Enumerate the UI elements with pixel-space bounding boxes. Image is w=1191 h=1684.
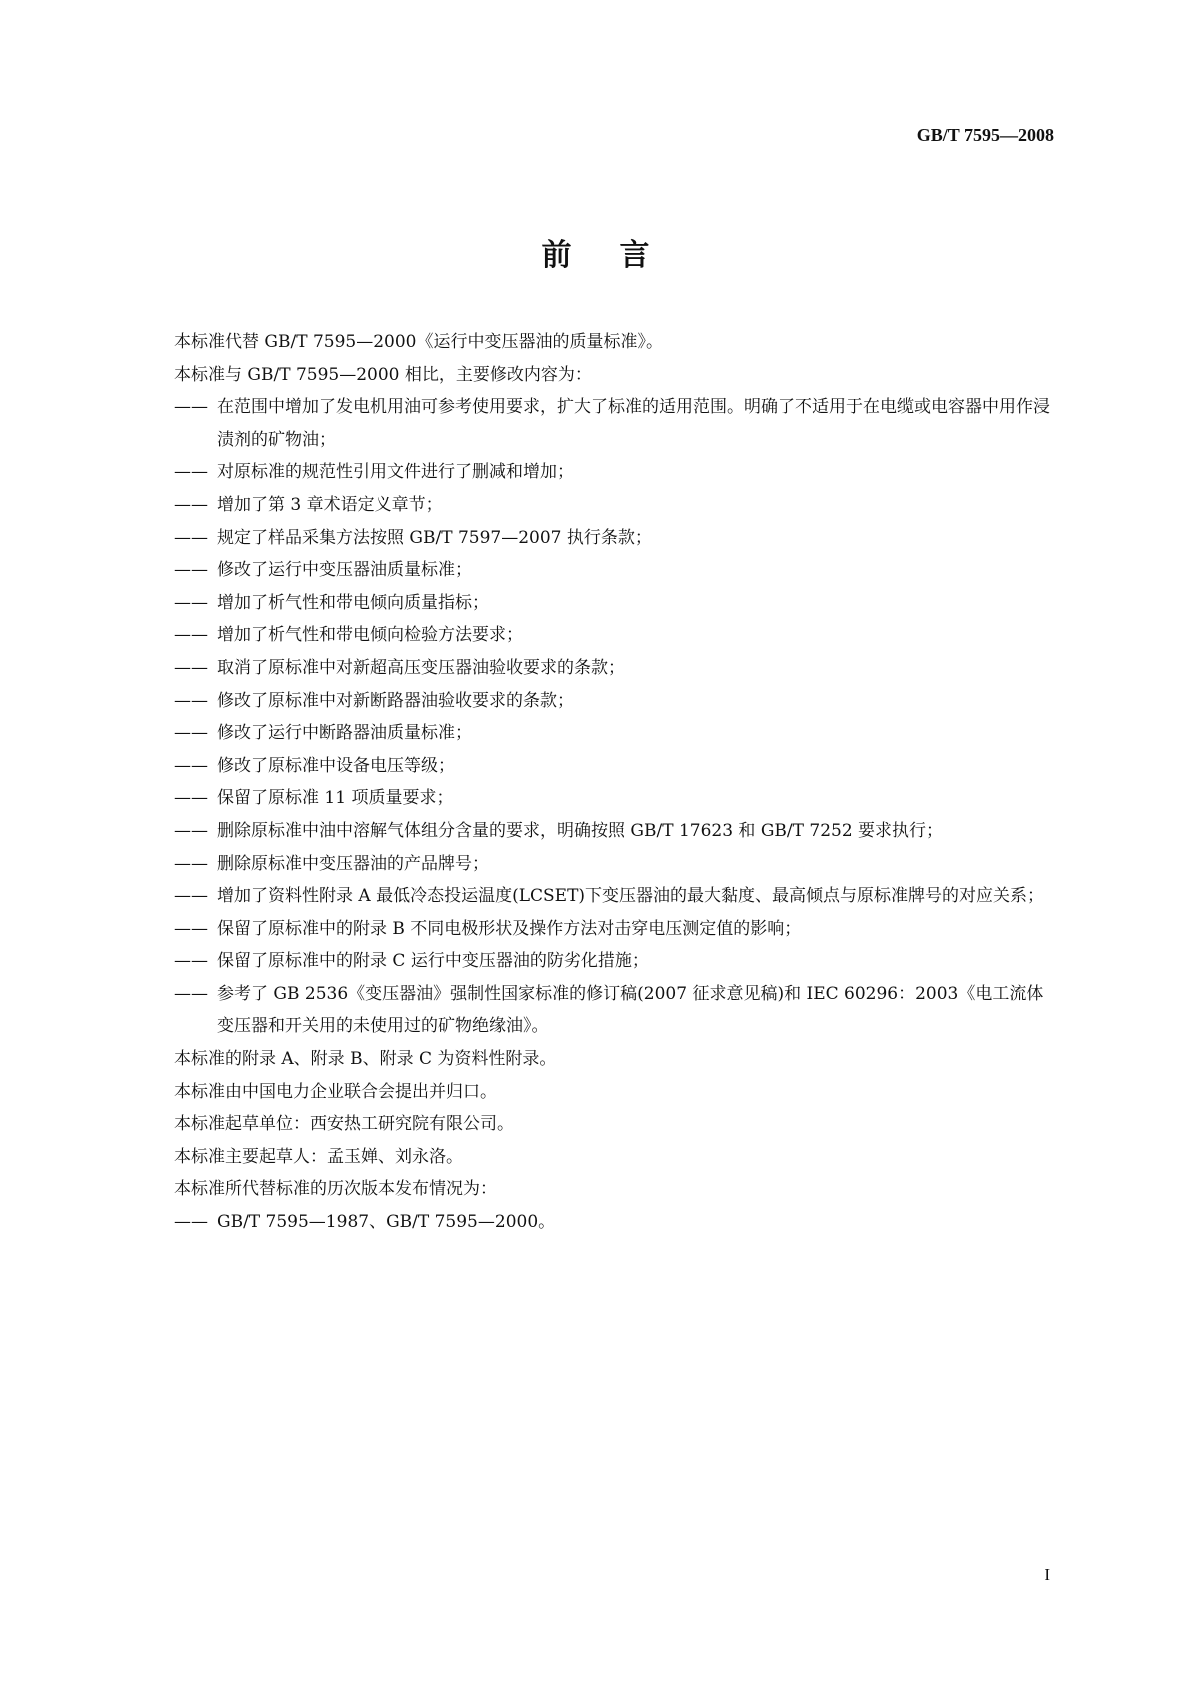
change-item-text: 增加了资料性附录 A 最低冷态投运温度(LCSET)下变压器油的最大黏度、最高倾点与原标准牌号的对应关系； [217, 886, 1045, 907]
dash-marker: —— [174, 494, 208, 515]
change-item-text: 删除原标准中变压器油的产品牌号； [217, 853, 489, 874]
change-item-text: 增加了析气性和带电倾向检验方法要求； [217, 625, 523, 646]
dash-marker: —— [174, 723, 208, 744]
foreword-body [174, 326, 1061, 1239]
change-item [174, 750, 1054, 783]
change-item [174, 652, 1054, 685]
change-item [174, 945, 1054, 978]
dash-marker: —— [174, 527, 208, 548]
change-item-text: 增加了第 3 章术语定义章节； [217, 494, 443, 515]
change-item-text: 在范围中增加了发电机用油可参考使用要求，扩大了标准的适用范围。明确了不适用于在电缆或电容器中用作浸渍剂的矿物油； [217, 397, 1050, 450]
change-item [174, 522, 1054, 555]
dash-marker: —— [174, 983, 208, 1004]
page-number: I [1044, 1565, 1050, 1584]
dash-marker: —— [174, 560, 208, 581]
closing-paragraph: 本标准的附录 A、附录 B、附录 C 为资料性附录。 [174, 1049, 557, 1070]
dash-marker: —— [174, 886, 208, 907]
change-item-text: 规定了样品采集方法按照 GB/T 7597—2007 执行条款； [217, 527, 652, 548]
history-item [174, 1206, 1054, 1239]
dash-marker: —— [174, 657, 208, 678]
dash-marker: —— [174, 755, 208, 776]
change-item-text: 修改了运行中断路器油质量标准； [217, 723, 472, 744]
standard-code: GB/T 7595—2008 [916, 125, 1054, 145]
change-item [174, 489, 1054, 522]
dash-marker: —— [174, 592, 208, 613]
intro-paragraph: 本标准代替 GB/T 7595—2000《运行中变压器油的质量标准》。 [174, 332, 663, 352]
dash-marker: —— [174, 1212, 208, 1233]
change-item [174, 391, 1054, 456]
dash-marker: —— [174, 397, 208, 418]
change-item [174, 880, 1054, 913]
change-item-text: 保留了原标准中的附录 B 不同电极形状及操作方法对击穿电压测定值的影响； [217, 918, 802, 939]
closing-paragraph: 本标准由中国电力企业联合会提出并归口。 [174, 1081, 497, 1102]
dash-marker: —— [174, 820, 208, 841]
dash-marker: —— [174, 462, 208, 483]
change-item [174, 815, 1054, 848]
change-item-text: 对原标准的规范性引用文件进行了删减和增加； [217, 462, 574, 483]
closing-paragraph: 本标准起草单位：西安热工研究院有限公司。 [174, 1114, 514, 1135]
change-item [174, 848, 1054, 881]
change-item [174, 456, 1054, 489]
dash-marker: —— [174, 853, 208, 874]
dash-marker: —— [174, 690, 208, 711]
change-item [174, 782, 1054, 815]
change-item [174, 978, 1061, 1043]
change-item [174, 717, 1054, 750]
history-text: GB/T 7595—1987、GB/T 7595—2000。 [217, 1212, 556, 1233]
change-item-text: 修改了原标准中对新断路器油验收要求的条款； [217, 690, 574, 711]
change-item-text: 保留了原标准中的附录 C 运行中变压器油的防劣化措施； [217, 951, 649, 972]
change-item-text: 修改了运行中变压器油质量标准； [217, 560, 472, 581]
change-item-text: 增加了析气性和带电倾向质量指标； [217, 592, 489, 613]
dash-marker: —— [174, 951, 208, 972]
change-item [174, 587, 1054, 620]
change-item-text: 修改了原标准中设备电压等级； [217, 755, 455, 776]
closing-paragraph: 本标准主要起草人：孟玉婵、刘永洛。 [174, 1146, 463, 1167]
change-item [174, 685, 1054, 718]
page-title: 前言 [541, 238, 698, 273]
change-item-text: 删除原标准中油中溶解气体组分含量的要求，明确按照 GB/T 17623 和 GB/T 7252 要求执行； [217, 820, 944, 841]
intro-paragraph: 本标准与 GB/T 7595—2000 相比，主要修改内容为： [174, 364, 592, 385]
dash-marker: —— [174, 918, 208, 939]
dash-marker: —— [174, 788, 208, 809]
change-item-text: 保留了原标准 11 项质量要求； [217, 788, 454, 809]
change-item [174, 554, 1054, 587]
change-item [174, 913, 1054, 946]
change-item-text: 取消了原标准中对新超高压变压器油验收要求的条款； [217, 657, 625, 678]
dash-marker: —— [174, 625, 208, 646]
change-item [174, 619, 1054, 652]
closing-paragraph: 本标准所代替标准的历次版本发布情况为： [174, 1179, 497, 1200]
change-item-text: 参考了 GB 2536《变压器油》强制性国家标准的修订稿(2007 征求意见稿)和 IEC 60296：2003《电工流体 变压器和开关用的未使用过的矿物绝缘油》。 [217, 983, 1061, 1037]
